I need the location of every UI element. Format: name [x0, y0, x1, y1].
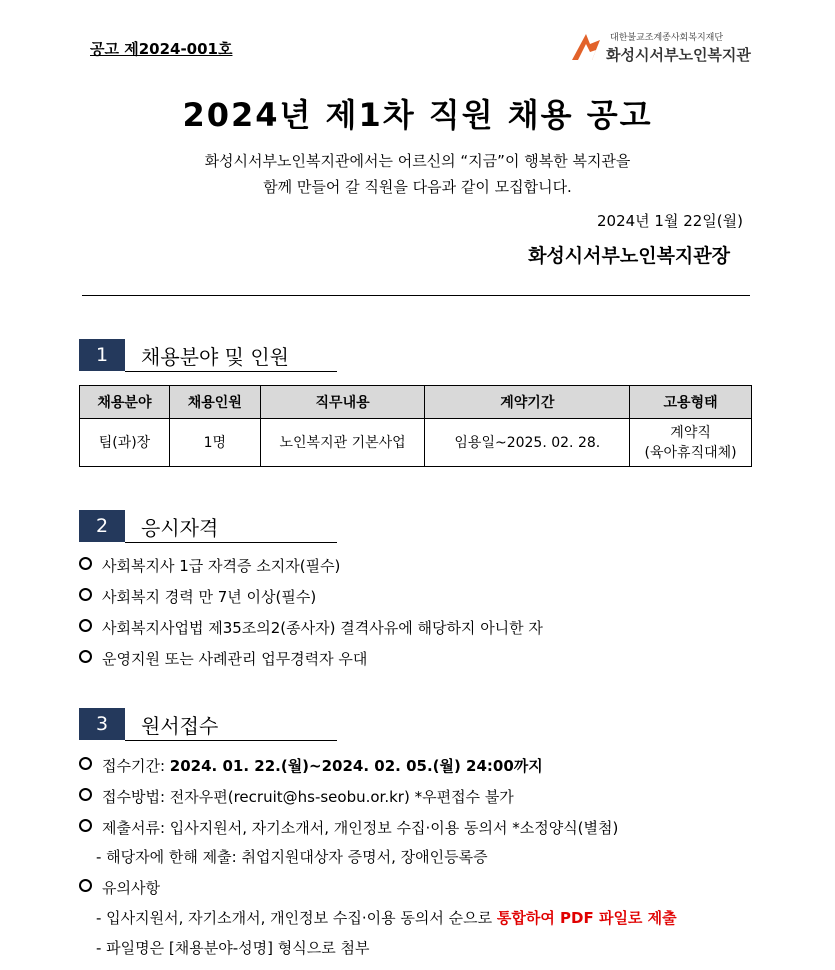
list-item-notes: [79, 877, 160, 898]
note-item-2: - 파일명은 [채용분야-성명] 형식으로 첨부: [96, 939, 370, 957]
circle-bullet-icon: [79, 588, 92, 601]
circle-bullet-icon: [79, 619, 92, 632]
qualification-text: 사회복지사 1급 자격증 소지자(필수): [102, 557, 341, 575]
list-item: [79, 586, 316, 607]
notes-label: 유의사항: [102, 879, 160, 897]
section-number: 3: [79, 708, 125, 740]
period-value: 2024. 01. 22.(월)~2024. 02. 05.(월) 24:00까지: [169, 757, 543, 775]
table-header: 고용형태: [630, 386, 752, 419]
documents-text: 제출서류: 입사지원서, 자기소개서, 개인정보 수집·이용 동의서 *소정양식(별첨): [102, 819, 619, 837]
section-underline: [125, 542, 337, 543]
notice-date: 2024년 1월 22일(월): [596, 212, 743, 230]
qualification-text: 사회복지사업법 제35조의2(종사자) 결격사유에 해당하지 아니한 자: [102, 619, 543, 637]
cell-count: 1명: [169, 419, 260, 467]
list-item: [79, 648, 367, 669]
section-underline: [125, 371, 337, 372]
note-1-text: - 입사지원서, 자기소개서, 개인정보 수집·이용 동의서 순으로: [96, 909, 497, 927]
page-title: 2024년 제1차 직원 채용 공고: [182, 96, 653, 134]
logo-org-small: 대한불교조계종사회복지재단: [610, 33, 724, 43]
employment-type-line-2: (육아휴직대체): [644, 444, 737, 461]
qualification-text: 사회복지 경력 만 7년 이상(필수): [102, 588, 317, 606]
organization-logo: [568, 28, 758, 68]
list-item-period: [79, 755, 543, 776]
list-item: [79, 555, 340, 576]
list-item-method: [79, 786, 514, 807]
circle-bullet-icon: [79, 557, 92, 570]
jobs-table: [79, 385, 752, 467]
note-1-highlight: 통합하여 PDF 파일로 제출: [496, 909, 677, 927]
circle-bullet-icon: [79, 650, 92, 663]
notice-number: 공고 제2024-001호: [90, 40, 233, 58]
circle-bullet-icon: [79, 879, 92, 892]
cell-field: 팀(과)장: [80, 419, 170, 467]
section-number: 2: [79, 510, 125, 542]
table-header: 채용인원: [169, 386, 260, 419]
table-header-row: [80, 386, 752, 419]
section-title: 원서접수: [141, 714, 219, 738]
list-item-documents: [79, 817, 618, 838]
section-underline: [125, 740, 337, 741]
method-text: 접수방법: 전자우편(recruit@hs-seobu.or.kr) *우편접수 불가: [102, 788, 514, 806]
cell-duty: 노인복지관 기본사업: [260, 419, 425, 467]
table-header: 채용분야: [80, 386, 170, 419]
qualification-text: 운영지원 또는 사례관리 업무경력자 우대: [102, 650, 368, 668]
table-header: 계약기간: [425, 386, 630, 419]
divider: [82, 295, 750, 296]
section-title: 채용분야 및 인원: [141, 345, 289, 369]
circle-bullet-icon: [79, 819, 92, 832]
employment-type-line-1: 계약직: [670, 424, 711, 441]
table-header: 직무내용: [260, 386, 425, 419]
section-number: 1: [79, 339, 125, 371]
logo-org-name: 화성시서부노인복지관: [606, 46, 751, 64]
period-label: 접수기간:: [102, 757, 170, 775]
documents-sub-item: - 해당자에 한해 제출: 취업지원대상자 증명서, 장애인등록증: [96, 848, 488, 866]
note-item-1: [96, 907, 677, 928]
section-title: 응시자격: [141, 516, 219, 540]
logo-mark-icon: [568, 30, 604, 66]
signer: 화성시서부노인복지관장: [528, 245, 730, 267]
list-item: [79, 617, 543, 638]
circle-bullet-icon: [79, 757, 92, 770]
table-row: [80, 419, 752, 467]
cell-period: 임용일~2025. 02. 28.: [425, 419, 630, 467]
cell-employment-type: [630, 419, 752, 467]
intro-line-2: 함께 만들어 갈 직원을 다음과 같이 모집합니다.: [263, 178, 572, 196]
intro-line-1: 화성시서부노인복지관에서는 어르신의 “지금”이 행복한 복지관을: [204, 152, 631, 170]
circle-bullet-icon: [79, 788, 92, 801]
